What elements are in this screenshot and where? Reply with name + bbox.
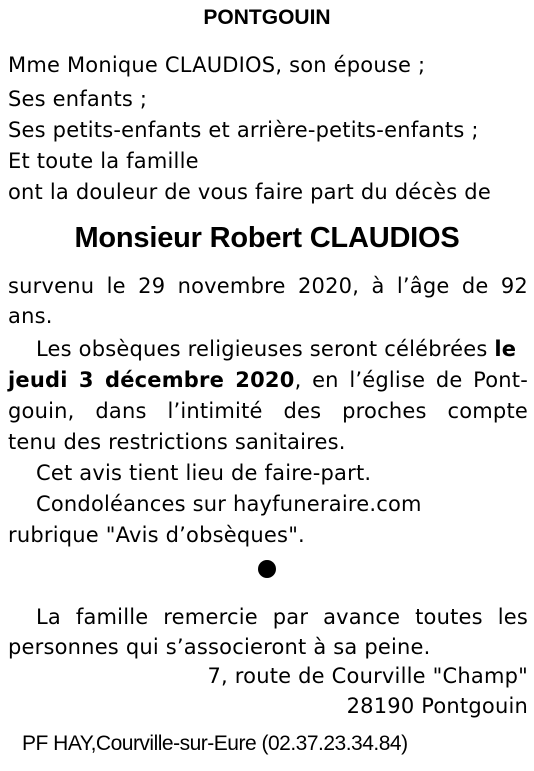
family-line: Ses petits-enfants et arrière-petits-enfants ; <box>8 118 479 142</box>
family-line: Mme Monique CLAUDIOS, son épouse ; <box>8 53 426 77</box>
funeral-text: , en l’église de Pont- <box>294 368 529 392</box>
funeral-paragraph-line: gouin, dans l’intimité des proches compte <box>8 399 528 423</box>
family-line: ont la douleur de vous faire part du décès de <box>8 180 491 204</box>
address-line: 7, route de Courville "Champ" <box>207 664 528 688</box>
death-details: survenu le 29 novembre 2020, à l’âge de 92 <box>8 274 528 298</box>
funeral-paragraph-line <box>36 336 528 362</box>
funeral-date-bold: le <box>494 337 517 361</box>
deceased-name: Monsieur Robert CLAUDIOS <box>74 222 460 254</box>
funeral-paragraph-line: tenu des restrictions sanitaires. <box>8 430 346 454</box>
condolences-line: Condoléances sur hayfuneraire.com <box>36 492 422 516</box>
funeral-paragraph-line <box>8 367 528 393</box>
funeral-text: Les obsèques religieuses seront célébrées <box>36 337 495 361</box>
condolences-line: rubrique "Avis d’obsèques". <box>8 523 305 547</box>
bullet-separator <box>258 560 276 578</box>
death-details-end: ans. <box>8 304 53 328</box>
town-heading: PONTGOUIN <box>203 6 331 29</box>
family-line: Et toute la famille <box>8 149 199 173</box>
thanks-line: personnes qui s’associeront à sa peine. <box>8 635 431 659</box>
thanks-line: La famille remercie par avance toutes les <box>36 605 528 629</box>
funeral-home-footer: PF HAY,Courville-sur-Eure (02.37.23.34.84) <box>22 732 408 755</box>
family-line: Ses enfants ; <box>8 87 148 111</box>
avis-line: Cet avis tient lieu de faire-part. <box>36 461 372 485</box>
funeral-date-bold: jeudi 3 décembre 2020 <box>8 368 295 392</box>
address-line: 28190 Pontgouin <box>346 694 528 718</box>
